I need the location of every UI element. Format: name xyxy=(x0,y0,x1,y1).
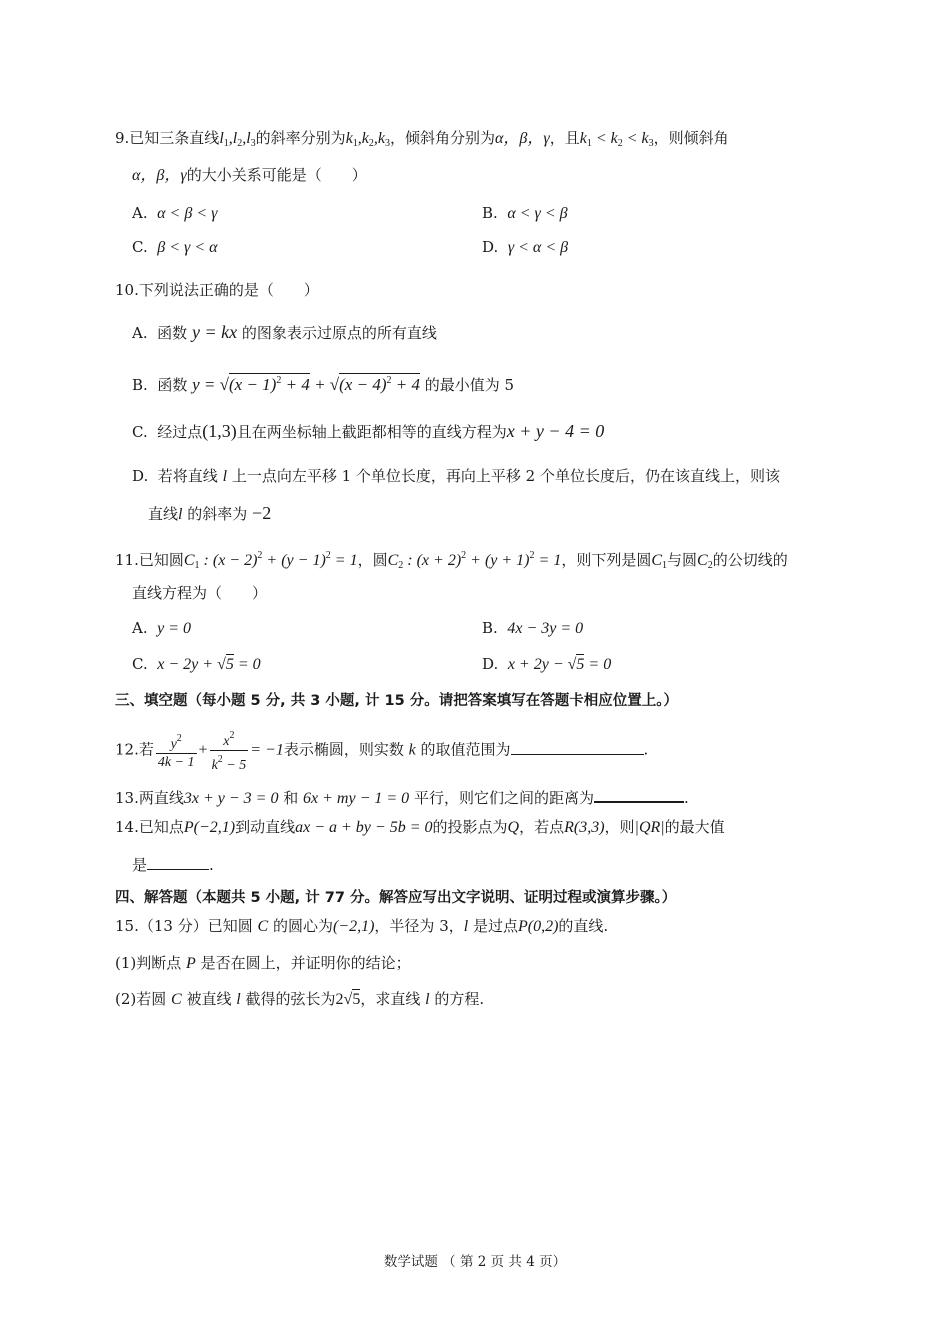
q10-option-c: C. 经过点(1,3)且在两坐标轴上截距都相等的直线方程为x + y − 4 = 0 xyxy=(132,421,605,441)
q15-stem: 15.（13 分）已知圆 C 的圆心为(−2,1)，半径为 3，l 是过点P(0,2)的直线. xyxy=(115,917,609,935)
q10-option-d-line1: D. 若将直线 l 上一点向左平移 1 个单位长度，再向上平移 2 个单位长度后，仍在该直线上，则该 xyxy=(132,467,780,485)
q9-option-d: D. γ < α < β xyxy=(482,238,569,256)
q14-line1: 14.已知点P(−2,1)到动直线ax − a + by − 5b = 0的投影点为Q，若点R(3,3)，则|QR|的最大值 xyxy=(115,818,725,836)
section3-title: 三、填空题（每小题 5 分, 共 3 小题, 计 15 分。请把答案填写在答题卡相应位置上。） xyxy=(115,693,679,709)
q10-option-d-line2: 直线l 的斜率为 −2 xyxy=(148,503,272,523)
q11-option-a: A. y = 0 xyxy=(132,619,192,637)
q12: 12.若 $\frac{y^2}{4k - 1}$ + $\frac{x^2}{k^2 - 5}$ = −1表示椭圆，则实数 k 的取值范围为 . xyxy=(115,727,648,774)
q10-stem: 10.下列说法正确的是（ ） xyxy=(115,281,319,299)
q11-option-c: C. x − 2y + √5 = 0 xyxy=(132,655,261,673)
q13: 13.两直线3x + y − 3 = 0 和 6x + my − 1 = 0 平行，则它们之间的距离为 . xyxy=(115,785,689,809)
page-footer: 数学试题 （ 第 2 页 共 4 页） xyxy=(383,1254,567,1270)
q11-option-b: B. 4x − 3y = 0 xyxy=(482,619,584,637)
q10-option-b: B. 函数 $y = √(x - 1)^2 + 4 + √(x - 4)^2 + 4$ 的最小值为 5 xyxy=(132,375,515,394)
q11-stem-line1: 11.已知圆$C_1$ : $(x - 2)^2 + (y - 1)^2 = 1$，圆$C_2$ : $(x + 2)^2 + (y + 1)^2 = 1$，则下列是圆$C_1$与圆$C_2$的公切线的 xyxy=(115,550,788,571)
q11-stem-line2: 直线方程为（ ） xyxy=(132,584,268,602)
q11-option-d: D. x + 2y − √5 = 0 xyxy=(482,655,612,673)
q15-part1: (1)判断点 P 是否在圆上，并证明你的结论； xyxy=(115,954,411,972)
q10-option-a: A. 函数 y = kx 的图象表示过原点的所有直线 xyxy=(132,322,437,342)
q9-stem-line2: α，β，γ的大小关系可能是（ ） xyxy=(132,166,367,184)
q9-option-a: A. α < β < γ xyxy=(132,204,218,222)
q9-option-c: C. β < γ < α xyxy=(132,238,218,256)
q9-stem-line1: 9.已知三条直线$l_1,l_2,l_3$的斜率分别为$k_1,k_2,k_3$，倾斜角分别为α，β，γ，且$k_1 < k_2 < k_3$，则倾斜角 xyxy=(115,129,729,149)
q14-line2: 是 . xyxy=(132,853,214,875)
section4-title: 四、解答题（本题共 5 小题, 计 77 分。解答应写出文字说明、证明过程或演算步骤。） xyxy=(115,890,677,906)
q9-option-b: B. α < γ < β xyxy=(482,204,568,222)
q15-part2: (2)若圆 C 被直线 l 截得的弦长为2√5，求直线 l 的方程. xyxy=(115,990,485,1008)
